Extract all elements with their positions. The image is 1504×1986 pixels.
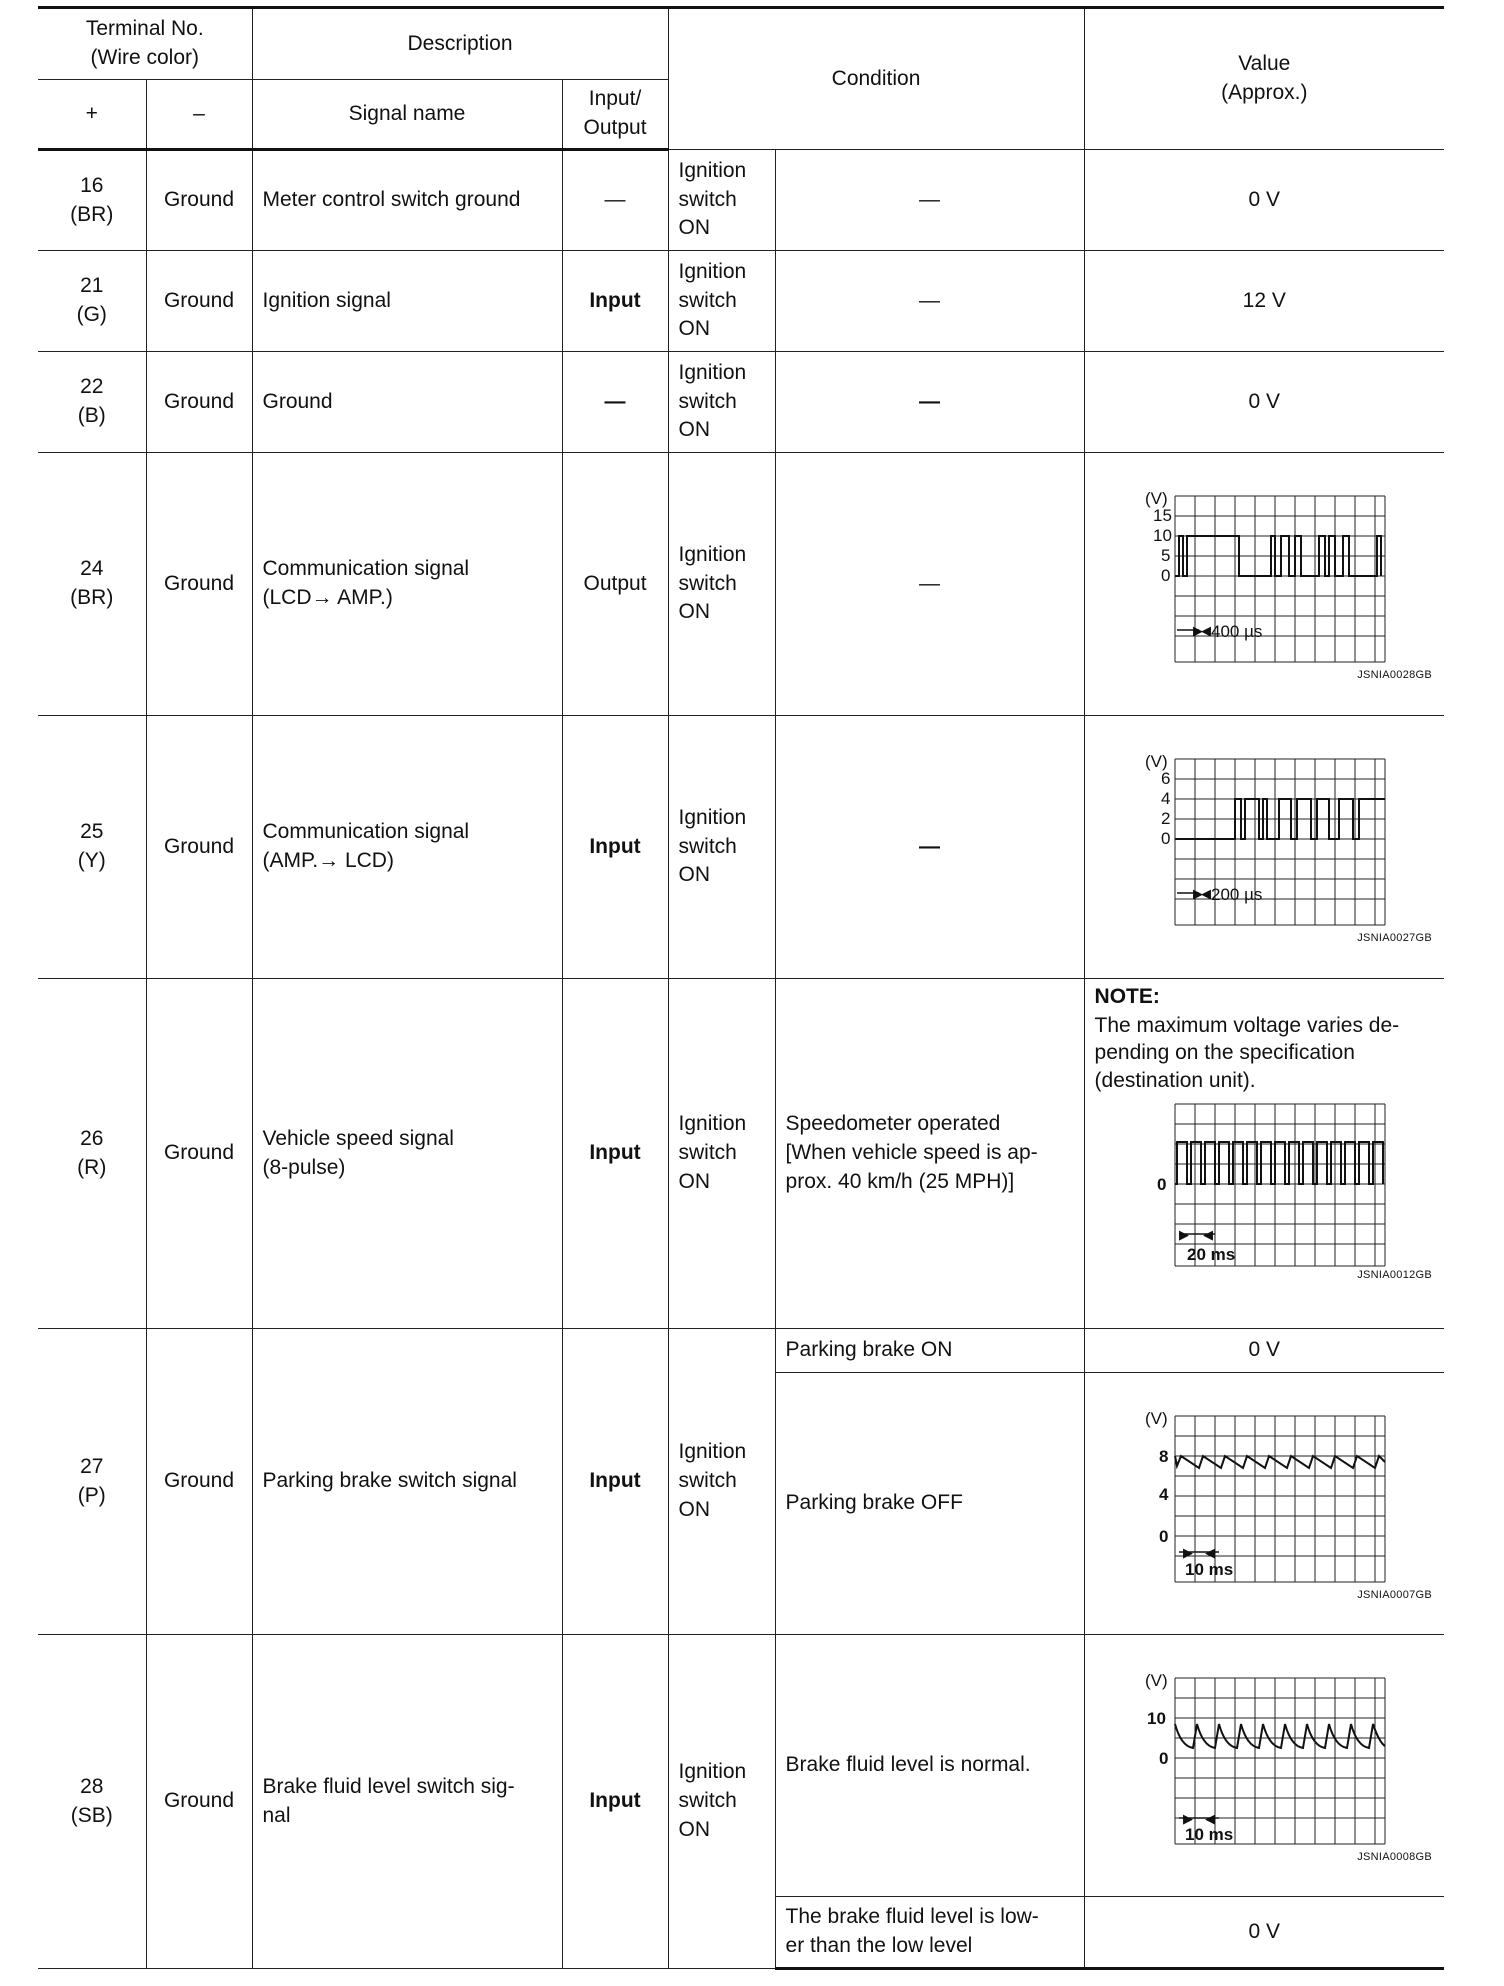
wire-color: (SB) bbox=[70, 1803, 113, 1827]
signal-line1: Brake fluid level switch sig- bbox=[262, 1774, 515, 1798]
ignition-line3: ON bbox=[678, 317, 711, 341]
waveform-figure-id: JSNIA0028GB bbox=[1357, 669, 1433, 682]
ignition-cell bbox=[668, 352, 775, 453]
header-input-output bbox=[562, 80, 668, 150]
signal-name-cell bbox=[252, 716, 562, 979]
waveform-timebase: 400 µs bbox=[1211, 622, 1263, 642]
signal-line2: nal bbox=[262, 1803, 291, 1827]
waveform-tick: 4 bbox=[1161, 789, 1171, 809]
value-cell-waveform bbox=[1084, 1373, 1444, 1635]
minus-cell: Ground bbox=[146, 1635, 252, 1969]
terminal-number: 25 bbox=[80, 820, 104, 844]
header-plus: + bbox=[38, 80, 146, 150]
signal-line1: Communication signal bbox=[262, 557, 470, 581]
terminal-spec-table bbox=[38, 6, 1444, 1970]
arrow-right-icon: ▶ bbox=[1179, 1226, 1190, 1242]
ignition-line3: ON bbox=[678, 863, 711, 887]
waveform-tick: 0 bbox=[1161, 566, 1171, 586]
terminal-number: 28 bbox=[80, 1774, 104, 1798]
arrow-left-icon: ◀ bbox=[1205, 1810, 1216, 1826]
terminal-cell bbox=[38, 150, 146, 251]
io-cell: Input bbox=[562, 251, 668, 352]
signal-name-cell: Parking brake switch signal bbox=[252, 1329, 562, 1635]
ignition-cell bbox=[668, 150, 775, 251]
header-terminal-no bbox=[38, 8, 252, 80]
terminal-number: 24 bbox=[80, 557, 104, 581]
waveform-lcd-to-amp bbox=[1139, 490, 1389, 670]
io-cell: Input bbox=[562, 979, 668, 1329]
io-cell: Input bbox=[562, 1635, 668, 1969]
waveform-figure-id: JSNIA0007GB bbox=[1357, 1588, 1433, 1601]
note-line1: The maximum voltage varies de- bbox=[1094, 1013, 1400, 1037]
table-row bbox=[38, 150, 1444, 251]
ignition-line1: Ignition bbox=[678, 1760, 747, 1784]
ignition-line1: Ignition bbox=[678, 1440, 747, 1464]
condition-cell: — bbox=[775, 251, 1084, 352]
ignition-line2: switch bbox=[678, 187, 737, 211]
terminal-cell bbox=[38, 352, 146, 453]
io-cell: — bbox=[562, 352, 668, 453]
terminal-cell bbox=[38, 716, 146, 979]
ignition-line3: ON bbox=[678, 1169, 711, 1193]
wire-color: (R) bbox=[77, 1155, 107, 1179]
ignition-line3: ON bbox=[678, 1497, 711, 1521]
table-row bbox=[38, 716, 1444, 979]
wire-color: (BR) bbox=[70, 202, 114, 226]
arrow-left-icon: ◀ bbox=[1201, 886, 1212, 902]
note-title: NOTE: bbox=[1094, 985, 1160, 1008]
ignition-line3: ON bbox=[678, 418, 711, 442]
header-condition: Condition bbox=[668, 8, 1084, 150]
signal-name-cell bbox=[252, 979, 562, 1329]
ignition-cell bbox=[668, 716, 775, 979]
waveform-tick: 10 bbox=[1153, 526, 1173, 546]
signal-name-cell bbox=[252, 1635, 562, 1969]
waveform-figure-id: JSNIA0008GB bbox=[1357, 1850, 1433, 1863]
ignition-line1: Ignition bbox=[678, 805, 747, 829]
wire-color: (B) bbox=[77, 404, 106, 427]
header-terminal-label: Terminal No. bbox=[85, 17, 204, 41]
terminal-number: 22 bbox=[80, 375, 104, 399]
waveform-unit: (V) bbox=[1145, 1671, 1168, 1690]
wire-color: (BR) bbox=[70, 586, 114, 609]
condition-line1: Speedometer operated bbox=[785, 1112, 1001, 1136]
waveform-figure-id: JSNIA0027GB bbox=[1357, 932, 1433, 945]
ignition-cell bbox=[668, 1635, 775, 1969]
value-cell: 0 V bbox=[1084, 1329, 1444, 1373]
waveform-timebase: 20 ms bbox=[1187, 1244, 1236, 1264]
table-row bbox=[38, 251, 1444, 352]
condition-cell: — bbox=[775, 716, 1084, 979]
table-row bbox=[38, 453, 1444, 716]
io-cell: — bbox=[562, 150, 668, 251]
signal-line2: (AMP.→ LCD) bbox=[262, 849, 394, 872]
ignition-line1: Ignition bbox=[678, 259, 747, 283]
ignition-line3: ON bbox=[678, 600, 711, 624]
table-row bbox=[38, 352, 1444, 453]
waveform-figure-id: JSNIA0012GB bbox=[1357, 1268, 1433, 1281]
value-cell: 0 V bbox=[1084, 150, 1444, 251]
waveform-tick: 6 bbox=[1161, 769, 1171, 789]
condition-line1: The brake fluid level is low- bbox=[785, 1905, 1039, 1929]
ignition-cell bbox=[668, 1329, 775, 1635]
minus-cell: Ground bbox=[146, 453, 252, 716]
ignition-line1: Ignition bbox=[678, 1112, 747, 1136]
ignition-cell bbox=[668, 453, 775, 716]
waveform-tick: 10 bbox=[1147, 1708, 1167, 1728]
header-value-label: Value bbox=[1238, 52, 1291, 76]
ignition-line3: ON bbox=[678, 216, 711, 240]
terminal-number: 21 bbox=[80, 274, 104, 298]
minus-cell: Ground bbox=[146, 716, 252, 979]
ignition-line2: switch bbox=[678, 1141, 737, 1165]
waveform-parking-brake bbox=[1139, 1410, 1389, 1590]
condition-cell: Parking brake OFF bbox=[775, 1373, 1084, 1635]
waveform-timebase: 10 ms bbox=[1185, 1559, 1234, 1579]
waveform-amp-to-lcd bbox=[1139, 753, 1389, 933]
ignition-line1: Ignition bbox=[678, 360, 747, 384]
ignition-line2: switch bbox=[678, 1789, 737, 1813]
ignition-line2: switch bbox=[678, 389, 737, 413]
note-line2: pending on the specification bbox=[1094, 1041, 1355, 1065]
waveform-tick: 15 bbox=[1153, 506, 1173, 526]
header-description: Description bbox=[252, 8, 668, 80]
arrow-right-icon: ▶ bbox=[1183, 1544, 1194, 1560]
header-signal-name: Signal name bbox=[252, 80, 562, 150]
table-row bbox=[38, 979, 1444, 1329]
ignition-line3: ON bbox=[678, 1817, 711, 1841]
arrow-right-icon: ▶ bbox=[1193, 623, 1204, 639]
waveform-tick: 4 bbox=[1159, 1484, 1169, 1504]
value-cell-waveform bbox=[1084, 1635, 1444, 1897]
io-cell: Output bbox=[562, 453, 668, 716]
waveform-tick: 0 bbox=[1159, 1526, 1169, 1546]
waveform-tick: 2 bbox=[1161, 809, 1171, 829]
ignition-cell bbox=[668, 979, 775, 1329]
value-cell-waveform bbox=[1084, 453, 1444, 716]
wire-color: (Y) bbox=[77, 849, 106, 872]
ignition-line2: switch bbox=[678, 288, 737, 312]
ignition-line2: switch bbox=[678, 571, 737, 595]
terminal-cell bbox=[38, 1635, 146, 1969]
waveform-unit: (V) bbox=[1145, 1409, 1168, 1428]
arrow-right-icon: ▶ bbox=[1183, 1810, 1194, 1826]
header-value bbox=[1084, 8, 1444, 150]
condition-cell: Parking brake ON bbox=[775, 1329, 1084, 1373]
condition-line3: prox. 40 km/h (25 MPH)] bbox=[785, 1169, 1015, 1193]
value-cell: 0 V bbox=[1084, 352, 1444, 453]
waveform-trace bbox=[1175, 1724, 1385, 1748]
table-row bbox=[38, 1635, 1444, 1897]
header-approx: (Approx.) bbox=[1221, 81, 1308, 104]
signal-name-cell: Ground bbox=[252, 352, 562, 453]
arrow-left-icon: ◀ bbox=[1201, 623, 1212, 639]
signal-name-cell bbox=[252, 453, 562, 716]
waveform-timebase: 200 µs bbox=[1211, 885, 1263, 905]
io-cell: Input bbox=[562, 1329, 668, 1635]
value-cell: 12 V bbox=[1084, 251, 1444, 352]
minus-cell: Ground bbox=[146, 251, 252, 352]
header-wire-color: (Wire color) bbox=[90, 46, 199, 69]
ignition-cell bbox=[668, 251, 775, 352]
note-line3: (destination unit). bbox=[1094, 1068, 1256, 1092]
condition-line2: [When vehicle speed is ap- bbox=[785, 1141, 1038, 1165]
value-cell-note-waveform bbox=[1084, 979, 1444, 1329]
condition-cell bbox=[775, 979, 1084, 1329]
ignition-line2: switch bbox=[678, 1469, 737, 1493]
waveform-timebase: 10 ms bbox=[1185, 1824, 1234, 1844]
terminal-cell bbox=[38, 251, 146, 352]
waveform-trace bbox=[1175, 1142, 1383, 1184]
condition-cell: — bbox=[775, 150, 1084, 251]
arrow-left-icon: ◀ bbox=[1203, 1226, 1214, 1242]
waveform-unit: (V) bbox=[1145, 753, 1168, 772]
condition-cell: — bbox=[775, 453, 1084, 716]
wire-color: (G) bbox=[76, 303, 107, 326]
signal-line2: (LCD→ AMP.) bbox=[262, 586, 393, 609]
signal-line2: (8-pulse) bbox=[262, 1155, 346, 1179]
condition-cell: Brake fluid level is normal. bbox=[775, 1635, 1084, 1897]
terminal-number: 26 bbox=[80, 1126, 104, 1150]
ignition-line2: switch bbox=[678, 834, 737, 858]
terminal-cell bbox=[38, 453, 146, 716]
terminal-number: 16 bbox=[80, 173, 104, 197]
waveform-zero: 0 bbox=[1157, 1174, 1167, 1194]
arrow-right-icon: ▶ bbox=[1193, 886, 1204, 902]
header-io-line2: Output bbox=[583, 116, 647, 139]
signal-name-cell: Ignition signal bbox=[252, 251, 562, 352]
ignition-line1: Ignition bbox=[678, 158, 747, 182]
condition-cell: — bbox=[775, 352, 1084, 453]
value-cell-waveform bbox=[1084, 716, 1444, 979]
io-cell: Input bbox=[562, 716, 668, 979]
minus-cell: Ground bbox=[146, 979, 252, 1329]
terminal-cell bbox=[38, 979, 146, 1329]
waveform-tick: 0 bbox=[1159, 1748, 1169, 1768]
signal-line1: Communication signal bbox=[262, 820, 470, 844]
waveform-vehicle-speed bbox=[1139, 1100, 1389, 1270]
waveform-tick: 0 bbox=[1161, 829, 1171, 849]
signal-line1: Vehicle speed signal bbox=[262, 1126, 454, 1150]
arrow-left-icon: ◀ bbox=[1205, 1544, 1216, 1560]
minus-cell: Ground bbox=[146, 150, 252, 251]
table-row bbox=[38, 1329, 1444, 1373]
ignition-line1: Ignition bbox=[678, 542, 747, 566]
condition-line2: er than the low level bbox=[785, 1934, 973, 1957]
waveform-tick: 8 bbox=[1159, 1446, 1169, 1466]
condition-cell bbox=[775, 1897, 1084, 1969]
header-minus: – bbox=[146, 80, 252, 150]
minus-cell: Ground bbox=[146, 352, 252, 453]
waveform-brake-fluid bbox=[1139, 1672, 1389, 1852]
header-io-line1: Input/ bbox=[588, 87, 642, 111]
terminal-number: 27 bbox=[80, 1454, 104, 1478]
waveform-unit: (V) bbox=[1145, 490, 1168, 509]
wire-color: (P) bbox=[77, 1483, 106, 1507]
waveform-trace bbox=[1175, 1456, 1385, 1468]
terminal-cell bbox=[38, 1329, 146, 1635]
signal-name-cell: Meter control switch ground bbox=[252, 150, 562, 251]
minus-cell: Ground bbox=[146, 1329, 252, 1635]
value-cell: 0 V bbox=[1084, 1897, 1444, 1969]
waveform-tick: 5 bbox=[1161, 546, 1171, 566]
